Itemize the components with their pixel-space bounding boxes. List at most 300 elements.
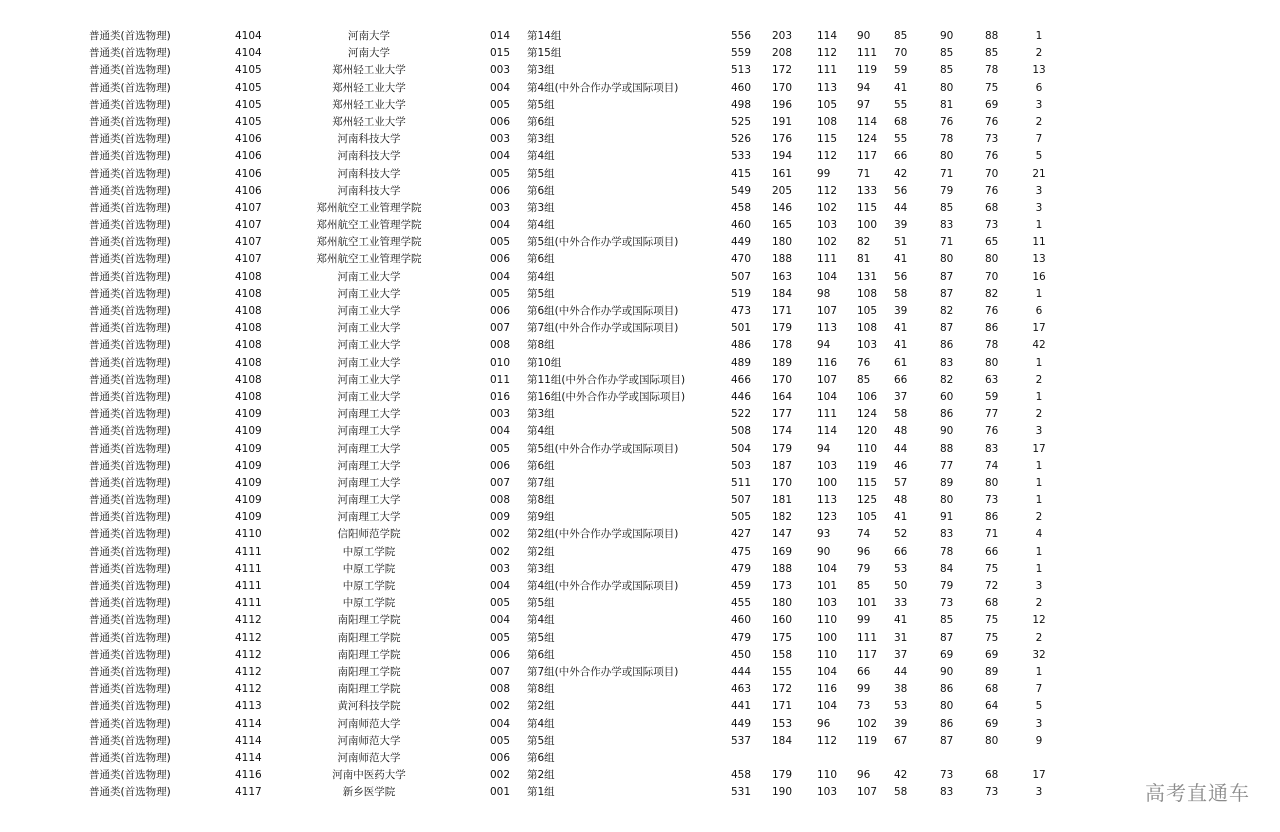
subject-score-6-cell: 85 — [985, 47, 999, 60]
subject-score-5-cell: 77 — [940, 459, 954, 472]
school-code-cell: 4109 — [235, 494, 262, 507]
subject-score-2-cell: 90 — [817, 545, 831, 558]
school-code-cell: 4111 — [235, 597, 262, 610]
group-code-cell: 006 — [490, 184, 511, 197]
group-name-cell: 第6组 — [527, 115, 555, 128]
subject-score-4-cell: 37 — [894, 390, 908, 403]
table-row — [0, 561, 1280, 578]
min-score-cell: 460 — [731, 614, 752, 627]
plan-count-cell: 2 — [1035, 597, 1043, 610]
min-score-cell: 511 — [731, 476, 752, 489]
subject-score-4-cell: 51 — [894, 236, 908, 249]
subject-score-2-cell: 93 — [817, 528, 831, 541]
subject-score-1-cell: 196 — [772, 98, 793, 111]
table-row — [0, 183, 1280, 200]
subject-score-4-cell: 42 — [894, 167, 908, 180]
subject-score-2-cell: 103 — [817, 786, 838, 799]
subject-score-2-cell: 99 — [817, 167, 831, 180]
group-name-cell: 第5组 — [527, 167, 555, 180]
subject-score-6-cell: 59 — [985, 390, 999, 403]
subject-score-2-cell: 116 — [817, 356, 838, 369]
subject-score-2-cell: 110 — [817, 648, 838, 661]
plan-count-cell: 1 — [1035, 545, 1043, 558]
category-cell: 普通类(首选物理) — [89, 665, 171, 678]
school-code-cell: 4108 — [235, 322, 262, 335]
subject-score-3-cell: 124 — [857, 408, 878, 421]
score-table — [0, 28, 1280, 801]
subject-score-1-cell: 194 — [772, 150, 793, 163]
min-score-cell: 441 — [731, 700, 752, 713]
category-cell: 普通类(首选物理) — [89, 769, 171, 782]
table-row — [0, 303, 1280, 320]
subject-score-1-cell: 184 — [772, 287, 793, 300]
subject-score-5-cell: 85 — [940, 614, 954, 627]
group-code-cell: 004 — [490, 425, 511, 438]
school-code-cell: 4116 — [235, 769, 262, 782]
plan-count-cell: 1 — [1035, 476, 1043, 489]
category-cell: 普通类(首选物理) — [89, 339, 171, 352]
subject-score-2-cell: 98 — [817, 287, 831, 300]
table-row — [0, 784, 1280, 801]
school-name-cell: 河南工业大学 — [337, 287, 401, 300]
plan-count-cell: 21 — [1032, 167, 1046, 180]
subject-score-6-cell: 63 — [985, 373, 999, 386]
min-score-cell: 522 — [731, 408, 752, 421]
group-name-cell: 第4组 — [527, 717, 555, 730]
subject-score-6-cell: 89 — [985, 665, 999, 678]
subject-score-5-cell: 87 — [940, 631, 954, 644]
group-name-cell: 第8组 — [527, 339, 555, 352]
subject-score-5-cell: 60 — [940, 390, 954, 403]
subject-score-4-cell: 66 — [894, 545, 908, 558]
subject-score-2-cell: 104 — [817, 665, 838, 678]
plan-count-cell: 3 — [1035, 580, 1043, 592]
table-row — [0, 767, 1280, 784]
subject-score-4-cell: 46 — [894, 459, 908, 472]
min-score-cell: 450 — [731, 648, 752, 661]
table-row — [0, 372, 1280, 389]
min-score-cell: 479 — [731, 631, 752, 644]
group-name-cell: 第7组(中外合作办学或国际项目) — [527, 665, 679, 678]
table-row — [0, 45, 1280, 62]
school-code-cell: 4117 — [235, 786, 262, 799]
school-code-cell: 4106 — [235, 167, 262, 180]
table-row — [0, 251, 1280, 268]
subject-score-1-cell: 188 — [772, 253, 793, 266]
subject-score-1-cell: 181 — [772, 494, 793, 507]
subject-score-5-cell: 73 — [940, 597, 954, 610]
school-name-cell: 郑州航空工业管理学院 — [316, 201, 422, 214]
school-name-cell: 河南理工大学 — [337, 459, 401, 472]
school-code-cell: 4105 — [235, 81, 262, 94]
category-cell: 普通类(首选物理) — [89, 305, 171, 317]
subject-score-5-cell: 83 — [940, 786, 954, 799]
table-row — [0, 441, 1280, 458]
min-score-cell: 460 — [731, 219, 752, 232]
subject-score-1-cell: 189 — [772, 356, 793, 369]
plan-count-cell: 17 — [1032, 442, 1046, 455]
subject-score-5-cell: 86 — [940, 683, 954, 696]
group-code-cell: 008 — [490, 339, 511, 352]
subject-score-5-cell: 87 — [940, 734, 954, 747]
school-code-cell: 4112 — [235, 683, 262, 696]
subject-score-5-cell: 80 — [940, 150, 954, 163]
group-code-cell: 011 — [490, 373, 511, 386]
subject-score-6-cell: 86 — [985, 322, 999, 335]
table-row — [0, 389, 1280, 406]
group-name-cell: 第6组 — [527, 253, 555, 266]
table-row — [0, 320, 1280, 337]
subject-score-3-cell: 111 — [857, 47, 878, 60]
subject-score-6-cell: 73 — [985, 219, 999, 232]
category-cell: 普通类(首选物理) — [89, 751, 171, 764]
min-score-cell: 449 — [731, 717, 752, 730]
school-name-cell: 南阳理工学院 — [337, 683, 401, 696]
min-score-cell: 508 — [731, 425, 752, 438]
plan-count-cell: 1 — [1035, 390, 1043, 403]
subject-score-5-cell: 83 — [940, 356, 954, 369]
category-cell: 普通类(首选物理) — [89, 184, 171, 197]
subject-score-2-cell: 110 — [817, 614, 838, 627]
table-row — [0, 492, 1280, 509]
subject-score-6-cell: 69 — [985, 98, 999, 111]
group-code-cell: 008 — [490, 683, 511, 696]
category-cell: 普通类(首选物理) — [89, 322, 171, 335]
subject-score-5-cell: 90 — [940, 30, 954, 42]
subject-score-4-cell: 59 — [894, 64, 908, 77]
subject-score-4-cell: 31 — [894, 631, 908, 644]
subject-score-5-cell: 82 — [940, 305, 954, 317]
plan-count-cell: 5 — [1035, 150, 1043, 163]
plan-count-cell: 16 — [1032, 270, 1046, 283]
min-score-cell: 470 — [731, 253, 752, 266]
category-cell: 普通类(首选物理) — [89, 133, 171, 146]
subject-score-3-cell: 114 — [857, 115, 878, 128]
subject-score-6-cell: 88 — [985, 30, 999, 42]
subject-score-2-cell: 113 — [817, 322, 838, 335]
subject-score-4-cell: 42 — [894, 769, 908, 782]
subject-score-1-cell: 177 — [772, 408, 793, 421]
subject-score-6-cell: 73 — [985, 133, 999, 146]
min-score-cell: 507 — [731, 270, 752, 283]
subject-score-1-cell: 169 — [772, 545, 793, 558]
group-code-cell: 004 — [490, 219, 511, 232]
group-code-cell: 003 — [490, 201, 511, 214]
group-code-cell: 007 — [490, 665, 511, 678]
subject-score-5-cell: 80 — [940, 700, 954, 713]
subject-score-2-cell: 104 — [817, 270, 838, 283]
group-name-cell: 第5组(中外合作办学或国际项目) — [527, 442, 679, 455]
school-name-cell: 河南科技大学 — [337, 150, 401, 163]
category-cell: 普通类(首选物理) — [89, 494, 171, 507]
school-name-cell: 河南理工大学 — [337, 476, 401, 489]
school-name-cell: 信阳师范学院 — [337, 528, 401, 541]
group-name-cell: 第2组 — [527, 769, 555, 782]
category-cell: 普通类(首选物理) — [89, 30, 171, 42]
subject-score-5-cell: 86 — [940, 408, 954, 421]
group-code-cell: 005 — [490, 167, 511, 180]
school-code-cell: 4109 — [235, 511, 262, 524]
group-name-cell: 第14组 — [527, 30, 562, 42]
category-cell: 普通类(首选物理) — [89, 700, 171, 713]
subject-score-4-cell: 56 — [894, 270, 908, 283]
school-code-cell: 4105 — [235, 64, 262, 77]
school-name-cell: 河南工业大学 — [337, 390, 401, 403]
subject-score-1-cell: 180 — [772, 597, 793, 610]
school-code-cell: 4104 — [235, 30, 262, 42]
school-code-cell: 4114 — [235, 717, 262, 730]
subject-score-5-cell: 85 — [940, 64, 954, 77]
subject-score-5-cell: 69 — [940, 648, 954, 661]
subject-score-3-cell: 101 — [857, 597, 878, 610]
plan-count-cell: 42 — [1032, 339, 1046, 352]
group-code-cell: 010 — [490, 356, 511, 369]
school-name-cell: 郑州航空工业管理学院 — [316, 253, 422, 266]
school-code-cell: 4110 — [235, 528, 262, 541]
group-code-cell: 004 — [490, 614, 511, 627]
plan-count-cell: 3 — [1035, 98, 1043, 111]
subject-score-3-cell: 108 — [857, 287, 878, 300]
table-row — [0, 80, 1280, 97]
subject-score-3-cell: 115 — [857, 201, 878, 214]
subject-score-2-cell: 111 — [817, 64, 838, 77]
subject-score-3-cell: 131 — [857, 270, 878, 283]
subject-score-2-cell: 108 — [817, 115, 838, 128]
subject-score-2-cell: 112 — [817, 47, 838, 60]
group-name-cell: 第4组 — [527, 614, 555, 627]
subject-score-6-cell: 73 — [985, 494, 999, 507]
group-name-cell: 第9组 — [527, 511, 555, 524]
subject-score-4-cell: 66 — [894, 373, 908, 386]
subject-score-4-cell: 39 — [894, 717, 908, 730]
subject-score-3-cell: 94 — [857, 81, 871, 94]
min-score-cell: 449 — [731, 236, 752, 249]
school-code-cell: 4108 — [235, 287, 262, 300]
subject-score-2-cell: 102 — [817, 201, 838, 214]
table-row — [0, 217, 1280, 234]
plan-count-cell: 1 — [1035, 219, 1043, 232]
subject-score-4-cell: 53 — [894, 562, 908, 575]
subject-score-3-cell: 117 — [857, 648, 878, 661]
subject-score-1-cell: 160 — [772, 614, 793, 627]
category-cell: 普通类(首选物理) — [89, 219, 171, 232]
category-cell: 普通类(首选物理) — [89, 373, 171, 386]
min-score-cell: 501 — [731, 322, 752, 335]
plan-count-cell: 7 — [1035, 683, 1043, 696]
group-name-cell: 第7组(中外合作办学或国际项目) — [527, 322, 679, 335]
subject-score-6-cell: 83 — [985, 442, 999, 455]
group-code-cell: 002 — [490, 545, 511, 558]
subject-score-1-cell: 170 — [772, 476, 793, 489]
subject-score-3-cell: 107 — [857, 786, 878, 799]
subject-score-5-cell: 80 — [940, 253, 954, 266]
plan-count-cell: 12 — [1032, 614, 1046, 627]
school-name-cell: 中原工学院 — [342, 545, 396, 558]
subject-score-2-cell: 113 — [817, 494, 838, 507]
min-score-cell: 458 — [731, 769, 752, 782]
subject-score-4-cell: 66 — [894, 150, 908, 163]
subject-score-4-cell: 70 — [894, 47, 908, 60]
subject-score-1-cell: 208 — [772, 47, 793, 60]
school-code-cell: 4111 — [235, 580, 262, 592]
min-score-cell: 415 — [731, 167, 752, 180]
subject-score-6-cell: 76 — [985, 150, 999, 163]
subject-score-5-cell: 71 — [940, 167, 954, 180]
subject-score-5-cell: 85 — [940, 47, 954, 60]
min-score-cell: 503 — [731, 459, 752, 472]
subject-score-1-cell: 171 — [772, 700, 793, 713]
subject-score-1-cell: 179 — [772, 322, 793, 335]
plan-count-cell: 1 — [1035, 287, 1043, 300]
table-row — [0, 97, 1280, 114]
subject-score-4-cell: 38 — [894, 683, 908, 696]
group-name-cell: 第4组(中外合作办学或国际项目) — [527, 81, 679, 94]
category-cell: 普通类(首选物理) — [89, 476, 171, 489]
subject-score-4-cell: 39 — [894, 305, 908, 317]
subject-score-6-cell: 65 — [985, 236, 999, 249]
subject-score-1-cell: 173 — [772, 580, 793, 592]
subject-score-6-cell: 68 — [985, 769, 999, 782]
plan-count-cell: 2 — [1035, 115, 1043, 128]
subject-score-6-cell: 68 — [985, 683, 999, 696]
subject-score-4-cell: 48 — [894, 425, 908, 438]
subject-score-5-cell: 79 — [940, 580, 954, 592]
table-row — [0, 681, 1280, 698]
category-cell: 普通类(首选物理) — [89, 408, 171, 421]
subject-score-5-cell: 91 — [940, 511, 954, 524]
subject-score-5-cell: 80 — [940, 494, 954, 507]
school-name-cell: 中原工学院 — [342, 580, 396, 592]
school-name-cell: 郑州轻工业大学 — [332, 81, 406, 94]
subject-score-2-cell: 102 — [817, 236, 838, 249]
min-score-cell: 427 — [731, 528, 752, 541]
subject-score-1-cell: 184 — [772, 734, 793, 747]
group-code-cell: 003 — [490, 133, 511, 146]
plan-count-cell: 6 — [1035, 305, 1043, 317]
subject-score-3-cell: 117 — [857, 150, 878, 163]
min-score-cell: 556 — [731, 30, 752, 42]
group-name-cell: 第4组 — [527, 270, 555, 283]
group-name-cell: 第15组 — [527, 47, 562, 60]
subject-score-2-cell: 94 — [817, 339, 831, 352]
school-name-cell: 南阳理工学院 — [337, 665, 401, 678]
subject-score-6-cell: 80 — [985, 734, 999, 747]
school-name-cell: 河南师范大学 — [337, 734, 401, 747]
subject-score-5-cell: 83 — [940, 219, 954, 232]
school-code-cell: 4106 — [235, 133, 262, 146]
subject-score-5-cell: 87 — [940, 270, 954, 283]
subject-score-6-cell: 75 — [985, 631, 999, 644]
subject-score-2-cell: 112 — [817, 734, 838, 747]
subject-score-4-cell: 41 — [894, 81, 908, 94]
subject-score-1-cell: 163 — [772, 270, 793, 283]
group-code-cell: 003 — [490, 408, 511, 421]
min-score-cell: 526 — [731, 133, 752, 146]
subject-score-4-cell: 41 — [894, 614, 908, 627]
group-name-cell: 第2组(中外合作办学或国际项目) — [527, 528, 679, 541]
category-cell: 普通类(首选物理) — [89, 253, 171, 266]
subject-score-1-cell: 187 — [772, 459, 793, 472]
subject-score-6-cell: 80 — [985, 476, 999, 489]
table-row — [0, 526, 1280, 543]
subject-score-6-cell: 80 — [985, 356, 999, 369]
group-name-cell: 第5组 — [527, 287, 555, 300]
school-code-cell: 4112 — [235, 631, 262, 644]
school-name-cell: 河南工业大学 — [337, 322, 401, 335]
table-row — [0, 612, 1280, 629]
subject-score-3-cell: 74 — [857, 528, 871, 541]
subject-score-6-cell: 76 — [985, 115, 999, 128]
subject-score-4-cell: 41 — [894, 339, 908, 352]
group-name-cell: 第5组 — [527, 597, 555, 610]
school-code-cell: 4108 — [235, 339, 262, 352]
group-name-cell: 第10组 — [527, 356, 562, 369]
category-cell: 普通类(首选物理) — [89, 236, 171, 249]
subject-score-6-cell: 75 — [985, 614, 999, 627]
min-score-cell: 519 — [731, 287, 752, 300]
subject-score-1-cell: 155 — [772, 665, 793, 678]
subject-score-5-cell: 78 — [940, 133, 954, 146]
group-name-cell: 第6组(中外合作办学或国际项目) — [527, 305, 679, 317]
plan-count-cell: 3 — [1035, 786, 1043, 799]
school-name-cell: 河南工业大学 — [337, 356, 401, 369]
category-cell: 普通类(首选物理) — [89, 562, 171, 575]
subject-score-3-cell: 96 — [857, 545, 871, 558]
min-score-cell: 507 — [731, 494, 752, 507]
subject-score-2-cell: 104 — [817, 562, 838, 575]
table-row — [0, 698, 1280, 715]
category-cell: 普通类(首选物理) — [89, 614, 171, 627]
subject-score-3-cell: 105 — [857, 305, 878, 317]
subject-score-4-cell: 68 — [894, 115, 908, 128]
subject-score-2-cell: 104 — [817, 390, 838, 403]
subject-score-6-cell: 70 — [985, 270, 999, 283]
subject-score-6-cell: 86 — [985, 511, 999, 524]
subject-score-3-cell: 111 — [857, 631, 878, 644]
subject-score-3-cell: 82 — [857, 236, 871, 249]
subject-score-6-cell: 77 — [985, 408, 999, 421]
subject-score-3-cell: 100 — [857, 219, 878, 232]
category-cell: 普通类(首选物理) — [89, 786, 171, 799]
subject-score-2-cell: 94 — [817, 442, 831, 455]
school-code-cell: 4112 — [235, 614, 262, 627]
table-row — [0, 62, 1280, 79]
plan-count-cell: 13 — [1032, 64, 1046, 77]
subject-score-4-cell: 56 — [894, 184, 908, 197]
subject-score-3-cell: 119 — [857, 734, 878, 747]
group-code-cell: 001 — [490, 786, 511, 799]
subject-score-3-cell: 124 — [857, 133, 878, 146]
table-row — [0, 578, 1280, 595]
group-code-cell: 006 — [490, 459, 511, 472]
group-name-cell: 第8组 — [527, 683, 555, 696]
subject-score-5-cell: 86 — [940, 339, 954, 352]
subject-score-6-cell: 64 — [985, 700, 999, 713]
plan-count-cell: 2 — [1035, 47, 1043, 60]
category-cell: 普通类(首选物理) — [89, 47, 171, 60]
table-row — [0, 337, 1280, 354]
subject-score-6-cell: 73 — [985, 786, 999, 799]
group-code-cell: 005 — [490, 98, 511, 111]
category-cell: 普通类(首选物理) — [89, 81, 171, 94]
subject-score-5-cell: 85 — [940, 201, 954, 214]
group-code-cell: 002 — [490, 528, 511, 541]
school-name-cell: 河南工业大学 — [337, 305, 401, 317]
min-score-cell: 444 — [731, 665, 752, 678]
subject-score-1-cell: 147 — [772, 528, 793, 541]
school-name-cell: 郑州轻工业大学 — [332, 64, 406, 77]
school-name-cell: 郑州航空工业管理学院 — [316, 236, 422, 249]
